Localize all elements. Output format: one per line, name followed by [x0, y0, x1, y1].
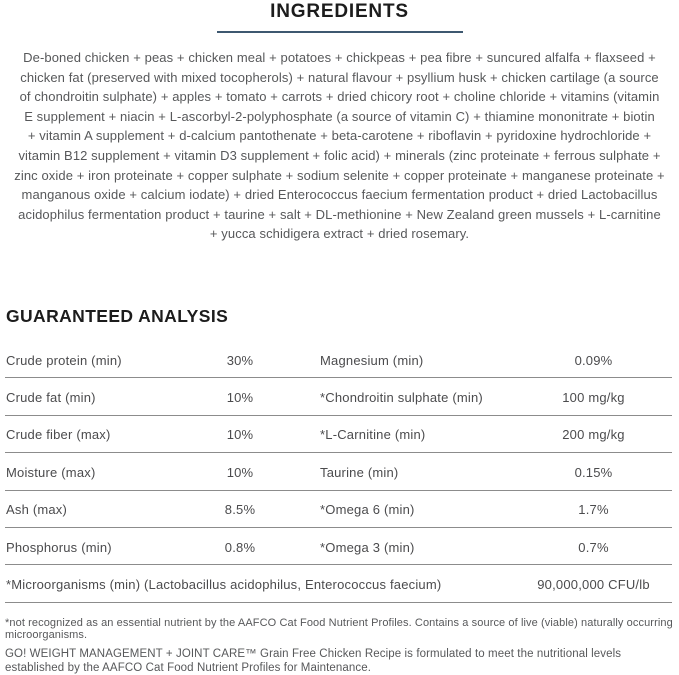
nutrient-value: 10%	[226, 464, 254, 480]
nutrient-label: *Microorganisms (min) (Lactobacillus acidophilus, Enterococcus faecium)	[6, 577, 442, 593]
ingredients-line: vitamin B12 supplement + vitamin D3 supplement + folic acid) + minerals (zinc proteinate + ferrous sulphate +	[18, 147, 661, 163]
ingredients-line: of chondroitin sulphate) + apples + tomato + carrots + dried chicory root + choline chloride + vitamins (vitamin	[19, 89, 660, 105]
nutrient-label: Crude protein (min)	[6, 352, 122, 368]
nutrient-value: 1.7%	[578, 502, 609, 518]
nutrient-label: Magnesium (min)	[320, 352, 424, 368]
guaranteed-analysis-heading: GUARANTEED ANALYSIS	[6, 306, 229, 326]
table-row	[5, 416, 672, 453]
nutrient-label: Ash (max)	[6, 502, 68, 518]
ingredients-line: + vitamin A supplement + d-calcium pantothenate + beta-carotene + riboflavin + pyridoxine hydrochloride +	[27, 128, 652, 144]
formulation-statement: GO! WEIGHT MANAGEMENT + JOINT CARE™ Grain Free Chicken Recipe is formulated to meet the nutritional levels established by the AAFCO Cat Food Nutrient Profiles for Maintenance.	[5, 648, 622, 674]
aafco-footnote: *not recognized as an essential nutrient by the AAFCO Cat Food Nutrient Profiles. Contains a source of live (viable) naturally occurring microorganisms.	[5, 617, 673, 641]
nutrient-value: 8.5%	[224, 502, 256, 518]
table-row	[5, 528, 672, 565]
nutrient-value: 0.15%	[574, 464, 613, 480]
nutrient-value: 10%	[226, 427, 254, 443]
nutrient-label: Moisture (max)	[6, 464, 96, 480]
table-row	[5, 341, 672, 378]
nutrient-label: *Omega 6 (min)	[320, 502, 415, 518]
ingredients-line: zinc oxide + iron proteinate + copper sulphate + sodium selenite + copper proteinate + manganese proteinate +	[14, 167, 665, 183]
ingredients-line: E supplement + niacin + L-ascorbyl-2-polyphosphate (a source of vitamin C) + thiamine mononitrate + biotin	[24, 108, 655, 124]
table-row	[5, 453, 672, 490]
nutrient-label: Taurine (min)	[320, 464, 399, 480]
nutrient-value: 10%	[226, 390, 254, 406]
heading-accent-rule	[217, 31, 463, 33]
nutrient-label: Crude fat (min)	[6, 390, 96, 406]
nutrient-label: *Chondroitin sulphate (min)	[320, 390, 483, 406]
nutrient-value: 0.7%	[578, 539, 609, 555]
table-row	[5, 491, 672, 528]
nutrient-label: *L-Carnitine (min)	[320, 427, 426, 443]
nutrient-label: *Omega 3 (min)	[320, 539, 415, 555]
table-row	[5, 378, 672, 415]
ingredients-line: + yucca schidigera extract + dried rosemary.	[209, 226, 470, 242]
nutrient-value: 200 mg/kg	[562, 427, 625, 443]
nutrient-value: 0.8%	[224, 539, 256, 555]
ingredients-paragraph	[0, 48, 679, 244]
nutrient-value: 100 mg/kg	[562, 390, 625, 406]
table-row-microorganisms	[5, 565, 672, 602]
nutrient-label: Crude fiber (max)	[6, 427, 111, 443]
ingredients-heading: INGREDIENTS	[270, 1, 409, 22]
ingredients-line: manganous oxide + calcium iodate) + dried Enterococcus faecium fermentation product + dried Lactobacillus	[21, 187, 658, 203]
nutrient-value: 0.09%	[574, 352, 613, 368]
ingredients-line: chicken fat (preserved with mixed tocopherols) + natural flavour + psyllium husk + chicken cartilage (a source	[20, 69, 659, 85]
ingredients-line: De-boned chicken + peas + chicken meal + potatoes + chickpeas + pea fibre + suncured alfalfa + flaxseed +	[23, 50, 656, 65]
nutrient-value: 30%	[226, 352, 254, 368]
ingredients-line: acidophilus fermentation product + taurine + salt + DL-methionine + New Zealand green mussels + L-carnitine	[18, 206, 661, 222]
nutrient-label: Phosphorus (min)	[6, 539, 112, 555]
guaranteed-analysis-table	[5, 341, 672, 603]
nutrient-value: 90,000,000 CFU/lb	[537, 577, 650, 593]
